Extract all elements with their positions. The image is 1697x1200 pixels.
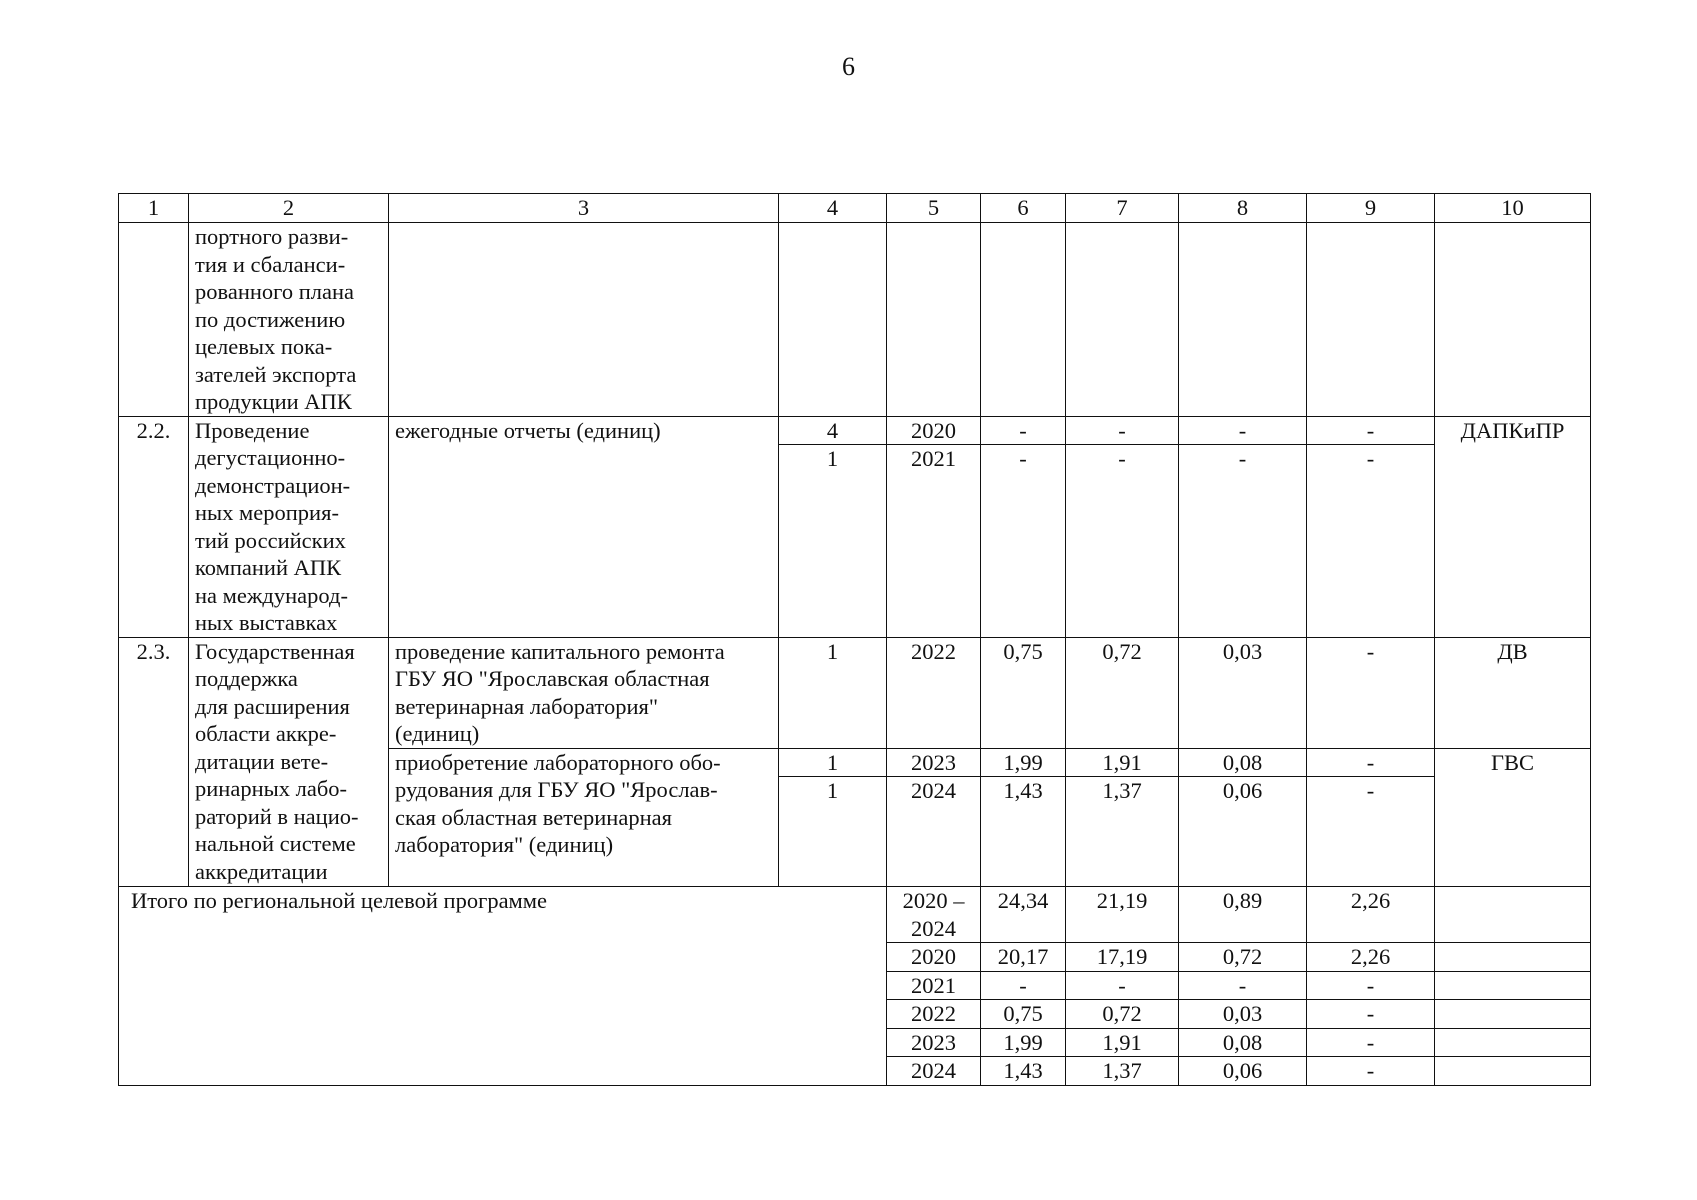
- total-funding: -: [981, 445, 1066, 637]
- year-cell: 2020: [887, 943, 981, 972]
- total-funding: 0,75: [981, 1000, 1066, 1029]
- total-funding: 1,99: [981, 748, 1066, 777]
- measure-name: Государственная поддержка для расширения области аккре- дитации вете- ринарных лабо- раторий в нацио- нальной системе аккредитации: [189, 637, 389, 887]
- regional-funding: 0,03: [1179, 637, 1307, 748]
- indicator-name: проведение капитального ремонта ГБУ ЯО "Ярославская областная ветеринарная лаборатория" (единиц): [389, 637, 779, 748]
- item-number: 2.3.: [119, 637, 189, 887]
- federal-funding: 1,91: [1066, 1028, 1179, 1057]
- total-funding: 0,75: [981, 637, 1066, 748]
- federal-funding: 1,37: [1066, 1057, 1179, 1086]
- federal-funding: 1,37: [1066, 777, 1179, 887]
- indicator-value: 1: [779, 445, 887, 637]
- indicator-value: 1: [779, 777, 887, 887]
- other-funding: -: [1307, 748, 1435, 777]
- other-funding: -: [1307, 445, 1435, 637]
- cell-empty: [1179, 223, 1307, 417]
- item-number: 2.2.: [119, 416, 189, 637]
- cell-empty: [1435, 1057, 1591, 1086]
- federal-funding: -: [1066, 445, 1179, 637]
- column-header: 7: [1066, 194, 1179, 223]
- cell-empty: [119, 223, 189, 417]
- total-funding: 1,43: [981, 777, 1066, 887]
- cell-empty: [981, 223, 1066, 417]
- measure-name-continued: портного разви- тия и сбаланси- рованного плана по достижению целевых пока- зателей экспорта продукции АПК: [189, 223, 389, 417]
- year-cell: 2022: [887, 1000, 981, 1029]
- program-table: [118, 193, 1591, 1086]
- regional-funding: 0,03: [1179, 1000, 1307, 1029]
- cell-empty: [1435, 1028, 1591, 1057]
- year-cell: 2020: [887, 416, 981, 445]
- regional-funding: 0,08: [1179, 748, 1307, 777]
- federal-funding: 1,91: [1066, 748, 1179, 777]
- column-header: 2: [189, 194, 389, 223]
- year-cell: 2021: [887, 971, 981, 1000]
- table-row: [119, 223, 1591, 417]
- federal-funding: 21,19: [1066, 887, 1179, 943]
- other-funding: -: [1307, 1057, 1435, 1086]
- column-header: 4: [779, 194, 887, 223]
- indicator-value: 1: [779, 637, 887, 748]
- regional-funding: 0,89: [1179, 887, 1307, 943]
- cell-empty: [1435, 943, 1591, 972]
- cell-empty: [1435, 887, 1591, 943]
- cell-empty: [1435, 223, 1591, 417]
- total-funding: 1,43: [981, 1057, 1066, 1086]
- year-cell: 2024: [887, 777, 981, 887]
- total-row: [119, 887, 1591, 943]
- regional-funding: -: [1179, 416, 1307, 445]
- other-funding: -: [1307, 1000, 1435, 1029]
- year-cell: 2022: [887, 637, 981, 748]
- total-funding: 1,99: [981, 1028, 1066, 1057]
- regional-funding: -: [1179, 971, 1307, 1000]
- table-row: [119, 637, 1591, 748]
- federal-funding: 0,72: [1066, 1000, 1179, 1029]
- column-header: 8: [1179, 194, 1307, 223]
- federal-funding: -: [1066, 971, 1179, 1000]
- cell-empty: [1066, 223, 1179, 417]
- cell-empty: [389, 223, 779, 417]
- table-row: [119, 416, 1591, 445]
- cell-empty: [1307, 223, 1435, 417]
- federal-funding: 0,72: [1066, 637, 1179, 748]
- executor: ДВ: [1435, 637, 1591, 748]
- measure-name: Проведение дегустационно- демонстрацион- ных мероприя- тий российских компаний АПК на международ- ных выставках: [189, 416, 389, 637]
- indicator-name: приобретение лабораторного обо- рудования для ГБУ ЯО "Ярослав- ская областная ветеринарная лаборатория" (единиц): [389, 748, 779, 887]
- other-funding: -: [1307, 971, 1435, 1000]
- cell-empty: [1435, 971, 1591, 1000]
- regional-funding: 0,08: [1179, 1028, 1307, 1057]
- other-funding: 2,26: [1307, 887, 1435, 943]
- regional-funding: -: [1179, 445, 1307, 637]
- total-label: Итого по региональной целевой программе: [119, 887, 887, 1086]
- executor: ДАПКиПР: [1435, 416, 1591, 637]
- total-funding: -: [981, 971, 1066, 1000]
- regional-funding: 0,06: [1179, 777, 1307, 887]
- cell-empty: [1435, 1000, 1591, 1029]
- year-cell: 2020 – 2024: [887, 887, 981, 943]
- cell-empty: [887, 223, 981, 417]
- total-funding: 24,34: [981, 887, 1066, 943]
- federal-funding: 17,19: [1066, 943, 1179, 972]
- year-cell: 2023: [887, 1028, 981, 1057]
- executor: ГВС: [1435, 748, 1591, 887]
- column-header: 9: [1307, 194, 1435, 223]
- column-header: 3: [389, 194, 779, 223]
- year-cell: 2024: [887, 1057, 981, 1086]
- indicator-value: 4: [779, 416, 887, 445]
- regional-funding: 0,06: [1179, 1057, 1307, 1086]
- total-funding: -: [981, 416, 1066, 445]
- year-cell: 2023: [887, 748, 981, 777]
- indicator-value: 1: [779, 748, 887, 777]
- page-number: 6: [842, 52, 855, 81]
- column-number-row: [119, 194, 1591, 223]
- column-header: 6: [981, 194, 1066, 223]
- other-funding: 2,26: [1307, 943, 1435, 972]
- column-header: 5: [887, 194, 981, 223]
- indicator-name: ежегодные отчеты (единиц): [389, 416, 779, 637]
- federal-funding: -: [1066, 416, 1179, 445]
- column-header: 1: [119, 194, 189, 223]
- total-funding: 20,17: [981, 943, 1066, 972]
- year-cell: 2021: [887, 445, 981, 637]
- column-header: 10: [1435, 194, 1591, 223]
- cell-empty: [779, 223, 887, 417]
- other-funding: -: [1307, 1028, 1435, 1057]
- regional-funding: 0,72: [1179, 943, 1307, 972]
- other-funding: -: [1307, 637, 1435, 748]
- other-funding: -: [1307, 416, 1435, 445]
- other-funding: -: [1307, 777, 1435, 887]
